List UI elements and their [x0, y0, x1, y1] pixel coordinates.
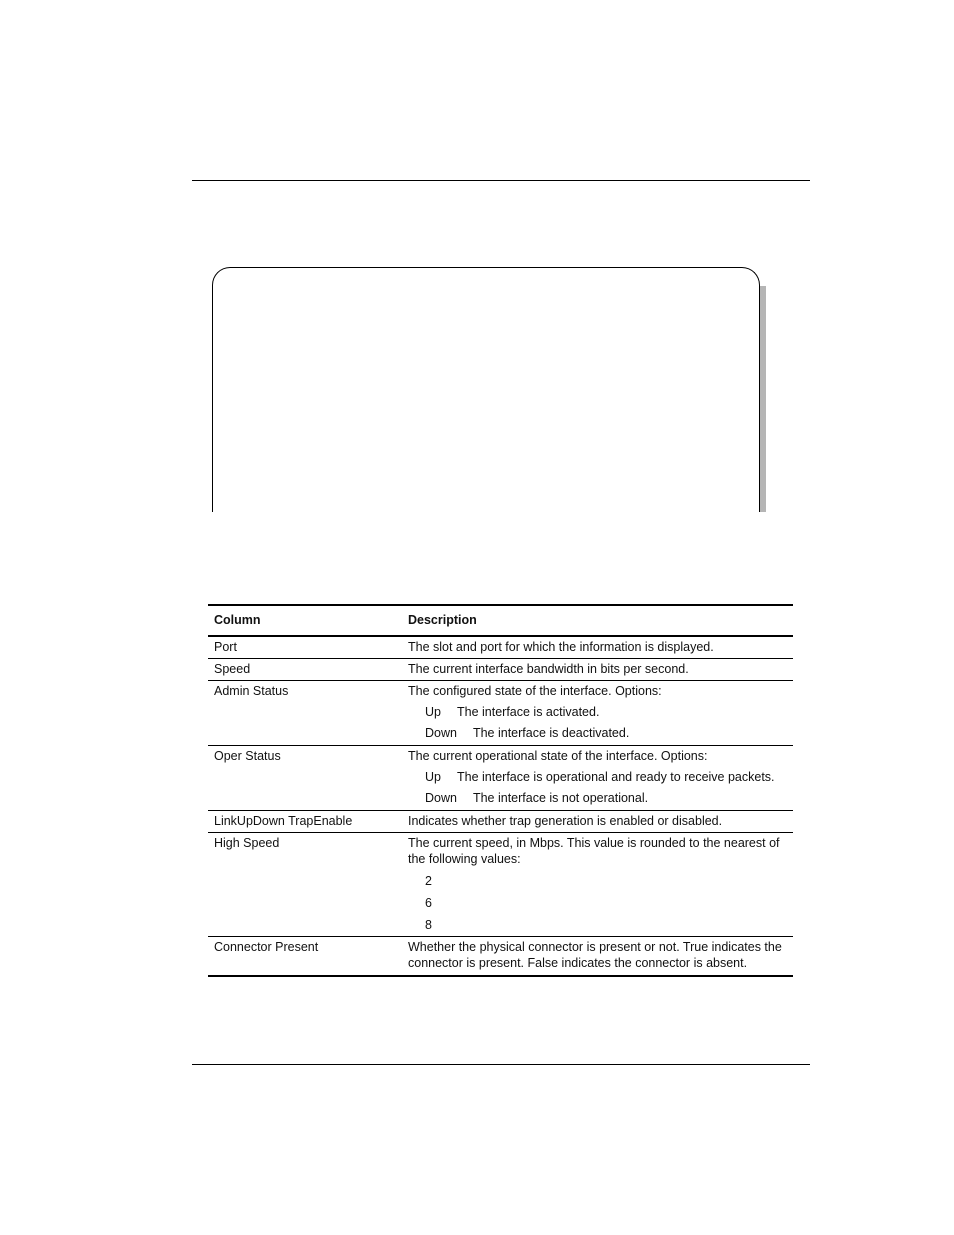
option-key: Up [425, 705, 441, 719]
speed-value: 8 [425, 918, 432, 932]
row-description: Whether the physical connector is present or not. True indicates the connector is present. False indicates the connector is absent. [408, 940, 782, 970]
column-description-table [208, 604, 793, 977]
option-key: Up [425, 770, 441, 784]
table-row [208, 746, 793, 811]
table-row [208, 833, 793, 937]
row-description: The current operational state of the interface. Options: [408, 749, 708, 763]
row-column-name: High Speed [208, 833, 402, 937]
row-description-cell [402, 746, 793, 811]
table-header-row [208, 605, 793, 636]
row-description: The configured state of the interface. Options: [408, 684, 662, 698]
option-item [408, 725, 787, 741]
row-column-name: Speed [208, 659, 402, 681]
row-column-name: Connector Present [214, 940, 319, 954]
option-key: Down [425, 726, 457, 740]
option-key: Down [425, 791, 457, 805]
row-column-name: LinkUpDown TrapEnable [208, 811, 402, 833]
table-row [208, 636, 793, 659]
row-column-name: Admin Status [208, 681, 402, 746]
option-text: The interface is deactivated. [472, 726, 630, 740]
description-header: Description [402, 605, 793, 636]
table-row [208, 659, 793, 681]
option-item [408, 704, 787, 720]
header-rule [192, 180, 810, 181]
table-row [208, 811, 793, 833]
row-description-cell [402, 833, 793, 937]
row-column-name: Oper Status [208, 746, 402, 811]
footer-rule [192, 1064, 810, 1065]
table-row [208, 937, 793, 977]
option-item [408, 790, 787, 806]
row-description: The current speed, in Mbps. This value is rounded to the nearest of the following values: [408, 836, 780, 866]
screen-display-frame [212, 267, 760, 512]
row-description: The current interface bandwidth in bits per second. [402, 659, 793, 681]
row-description: Indicates whether trap generation is enabled or disabled. [402, 811, 793, 833]
speed-value: 6 [425, 896, 432, 910]
option-text: The interface is activated. [456, 705, 600, 719]
table-row [208, 681, 793, 746]
option-text: The interface is operational and ready to receive packets. [456, 770, 775, 784]
option-text: The interface is not operational. [472, 791, 649, 805]
option-item [408, 769, 787, 785]
speed-value: 2 [425, 874, 432, 888]
screen-display-shadow [760, 286, 766, 512]
column-header: Column [208, 605, 402, 636]
row-description-cell [402, 681, 793, 746]
row-column-name: Port [208, 636, 402, 659]
row-description: The slot and port for which the information is displayed. [402, 636, 793, 659]
